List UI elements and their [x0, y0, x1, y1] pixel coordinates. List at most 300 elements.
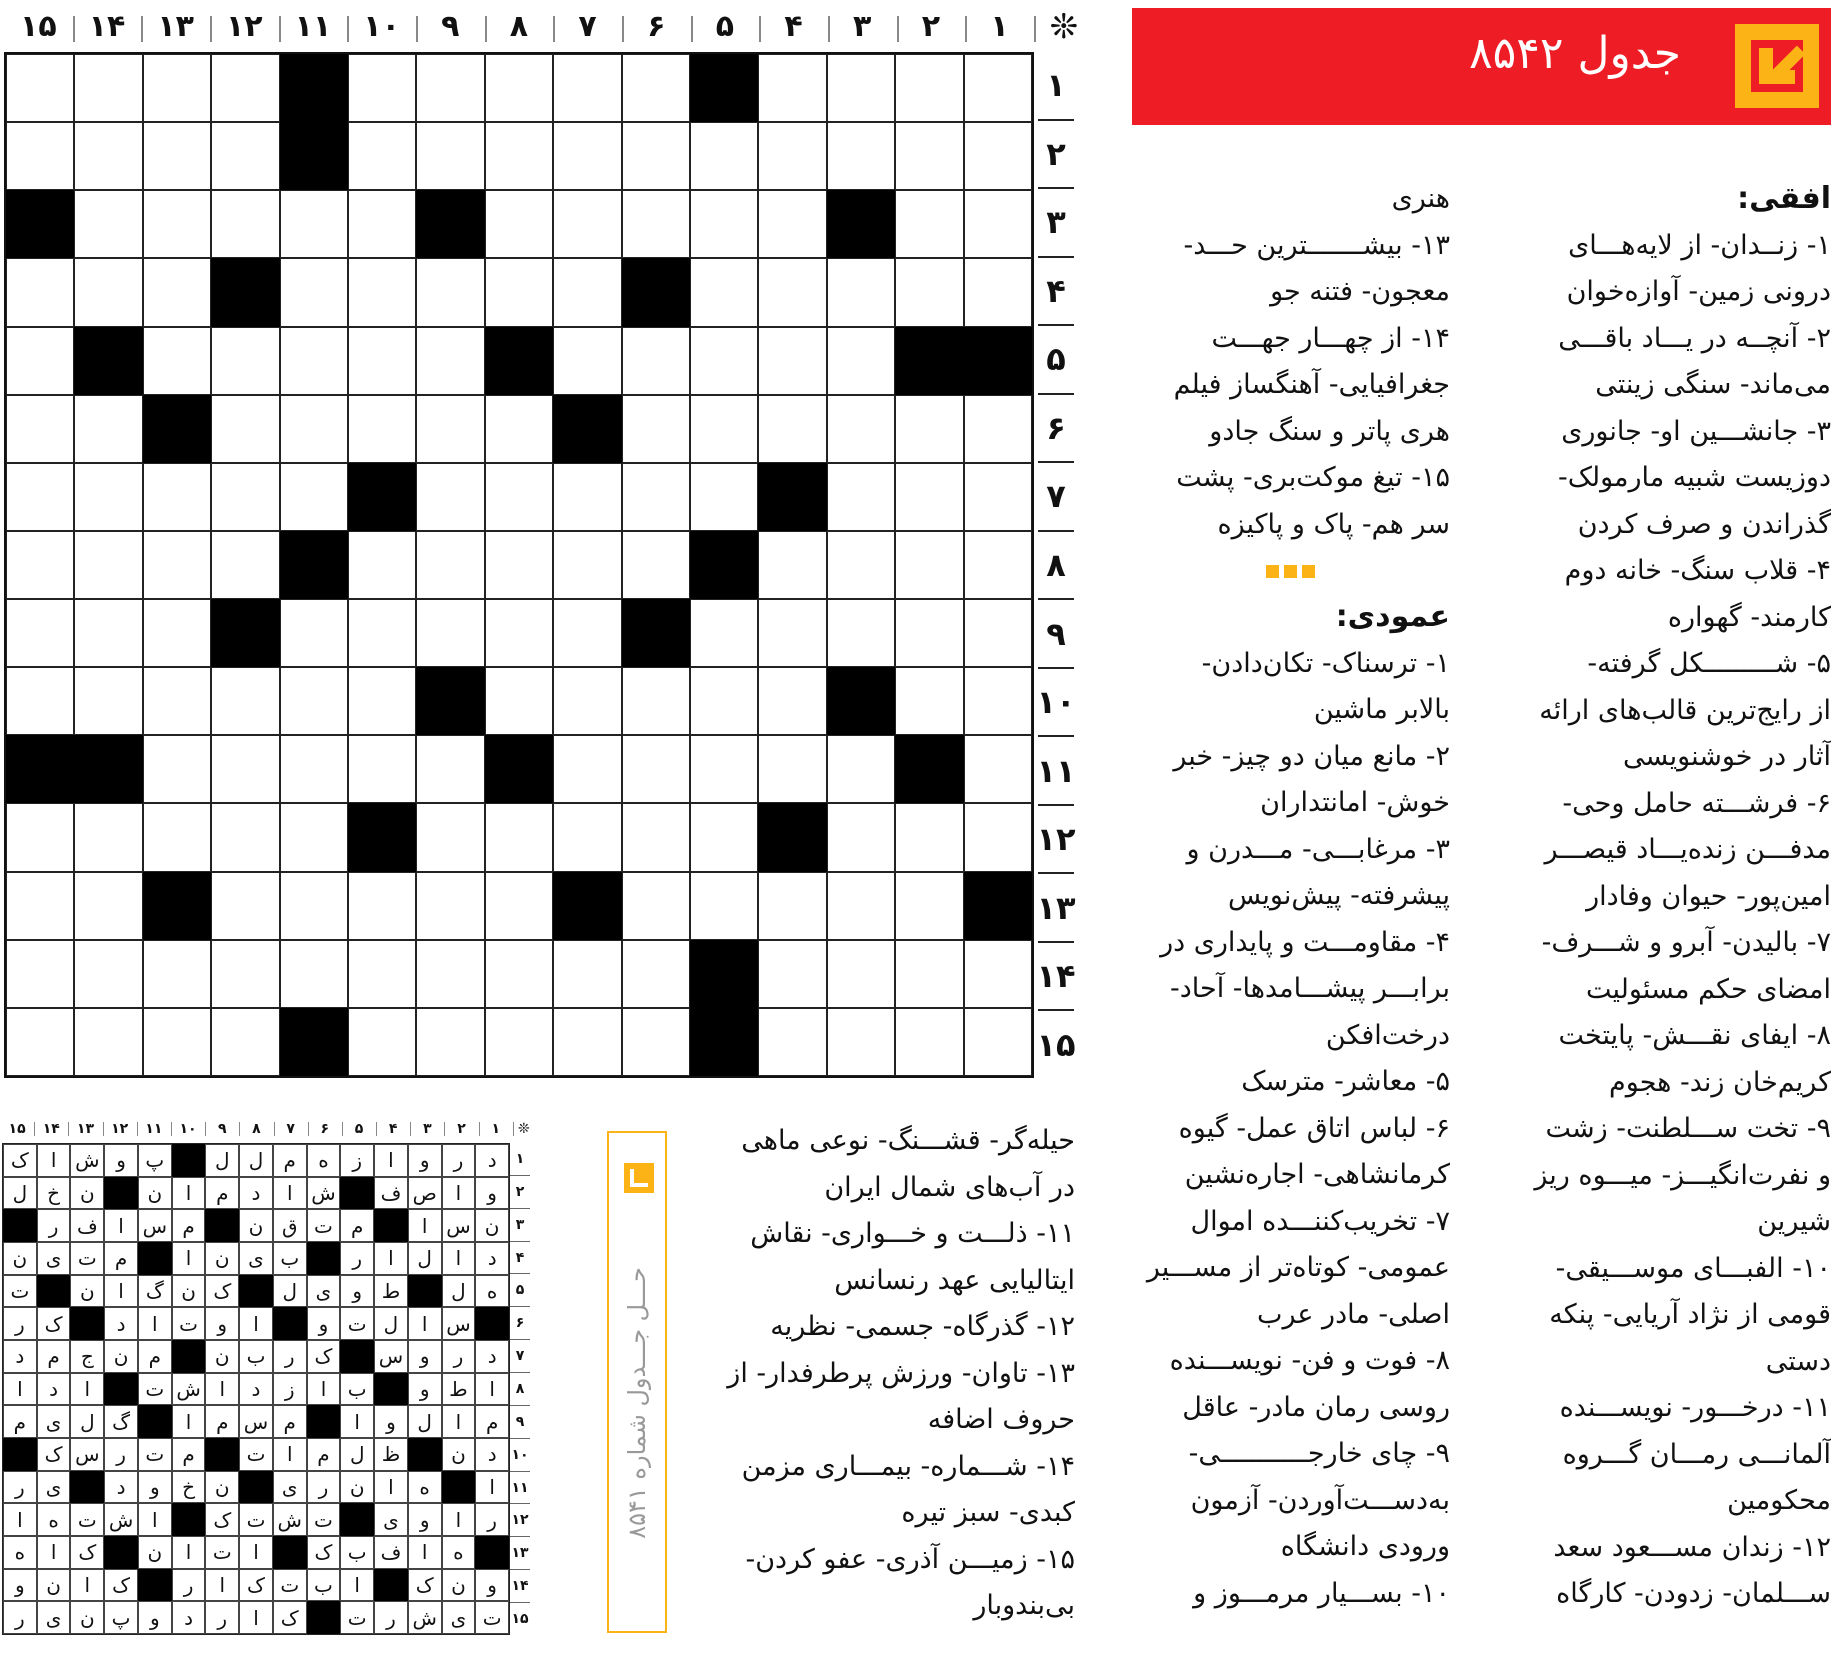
solution-letter: ج [70, 1340, 104, 1373]
empty-cell[interactable] [553, 599, 621, 667]
empty-cell[interactable] [74, 395, 142, 463]
empty-cell[interactable] [553, 258, 621, 326]
empty-cell[interactable] [280, 940, 348, 1008]
solution-row-number: ۲ [510, 1175, 530, 1208]
empty-cell[interactable] [553, 122, 621, 190]
solution-letter: ا [340, 1405, 374, 1438]
empty-cell[interactable] [895, 803, 963, 871]
empty-cell[interactable] [74, 531, 142, 599]
empty-cell[interactable] [964, 803, 1032, 871]
black-cell [622, 258, 690, 326]
empty-cell[interactable] [6, 463, 74, 531]
solution-letter: ک [239, 1569, 273, 1602]
empty-cell[interactable] [280, 872, 348, 940]
empty-cell[interactable] [6, 327, 74, 395]
solution-letter: و [408, 1373, 442, 1406]
solution-letter: ر [442, 1144, 476, 1177]
empty-cell[interactable] [622, 1008, 690, 1076]
empty-cell[interactable] [74, 940, 142, 1008]
empty-cell[interactable] [485, 54, 553, 122]
empty-cell[interactable] [690, 122, 758, 190]
solution-letter: ا [374, 1144, 408, 1177]
solution-column-number: ۶ [308, 1118, 342, 1140]
solution-letter: ت [3, 1275, 37, 1308]
solution-letter: د [172, 1601, 206, 1634]
empty-cell[interactable] [348, 54, 416, 122]
solution-letter: س [70, 1438, 104, 1471]
solution-letter: ن [442, 1438, 476, 1471]
empty-cell[interactable] [758, 531, 826, 599]
empty-cell[interactable] [895, 54, 963, 122]
empty-cell[interactable] [622, 395, 690, 463]
solution-letter: و [374, 1405, 408, 1438]
empty-cell[interactable] [758, 872, 826, 940]
empty-cell[interactable] [416, 803, 484, 871]
empty-cell[interactable] [74, 54, 142, 122]
empty-cell[interactable] [211, 872, 279, 940]
empty-cell[interactable] [211, 190, 279, 258]
empty-cell[interactable] [280, 803, 348, 871]
empty-cell[interactable] [416, 327, 484, 395]
empty-cell[interactable] [964, 667, 1032, 735]
empty-cell[interactable] [485, 395, 553, 463]
empty-cell[interactable] [964, 599, 1032, 667]
empty-cell[interactable] [6, 122, 74, 190]
solution-letter: ن [70, 1601, 104, 1634]
clue-line: ۱۱- ذلـــت و خـــواری- نقاش [750, 1218, 1075, 1249]
row-number: ۱۱ [1038, 735, 1074, 804]
empty-cell[interactable] [74, 599, 142, 667]
empty-cell[interactable] [553, 54, 621, 122]
empty-cell[interactable] [895, 1008, 963, 1076]
solution-row-number: ۱ [515, 1150, 525, 1167]
empty-cell[interactable] [416, 1008, 484, 1076]
black-cell [239, 1275, 273, 1308]
empty-cell[interactable] [6, 667, 74, 735]
solution-letter: ا [172, 1242, 206, 1275]
empty-cell[interactable] [827, 54, 895, 122]
column-number: ۱۲ [210, 4, 279, 50]
solution-row-number: ۶ [510, 1306, 530, 1339]
clue-line: ۱۴- شـــماره- بیمـــاری مزمن [741, 1450, 1075, 1482]
empty-cell[interactable] [622, 54, 690, 122]
empty-cell[interactable] [553, 531, 621, 599]
empty-cell[interactable] [143, 735, 211, 803]
crossword-grid[interactable] [4, 52, 1034, 1078]
empty-cell[interactable] [895, 667, 963, 735]
empty-cell[interactable] [690, 190, 758, 258]
black-cell [273, 1307, 307, 1340]
black-cell [70, 1307, 104, 1340]
clue-line: ۸- ایفای نقـــش- پایتخت [1558, 1020, 1831, 1051]
solution-column-number: ۱۱ [137, 1118, 171, 1140]
solution-letter: ش [273, 1503, 307, 1536]
solution-letter: و [3, 1569, 37, 1602]
empty-cell[interactable] [827, 258, 895, 326]
empty-cell[interactable] [416, 599, 484, 667]
empty-cell[interactable] [6, 803, 74, 871]
empty-cell[interactable] [895, 872, 963, 940]
empty-cell[interactable] [622, 667, 690, 735]
empty-cell[interactable] [758, 258, 826, 326]
empty-cell[interactable] [143, 463, 211, 531]
empty-cell[interactable] [622, 531, 690, 599]
solution-letter: ن [138, 1536, 172, 1569]
solution-letter: ی [273, 1471, 307, 1504]
solution-letter: ت [273, 1569, 307, 1602]
black-cell [6, 735, 74, 803]
empty-cell[interactable] [74, 258, 142, 326]
clue-line: ۱۲- زندان مســـعود سعد [1553, 1531, 1831, 1563]
empty-cell[interactable] [690, 395, 758, 463]
empty-cell[interactable] [280, 327, 348, 395]
clue-line: کرمانشاهی- اجاره‌نشین [1184, 1159, 1450, 1190]
empty-cell[interactable] [622, 872, 690, 940]
solution-letter: و [138, 1471, 172, 1504]
row-number: ۴ [1038, 256, 1074, 325]
empty-cell[interactable] [827, 735, 895, 803]
empty-cell[interactable] [827, 599, 895, 667]
empty-cell[interactable] [74, 190, 142, 258]
empty-cell[interactable] [758, 122, 826, 190]
empty-cell[interactable] [690, 327, 758, 395]
empty-cell[interactable] [143, 599, 211, 667]
empty-cell[interactable] [211, 940, 279, 1008]
solution-letter: ک [273, 1601, 307, 1634]
solution-column-number: ۴ [376, 1118, 410, 1140]
empty-cell[interactable] [211, 463, 279, 531]
empty-cell[interactable] [485, 599, 553, 667]
solution-letter: د [104, 1307, 138, 1340]
empty-cell[interactable] [485, 667, 553, 735]
empty-cell[interactable] [6, 1008, 74, 1076]
empty-cell[interactable] [895, 463, 963, 531]
empty-cell[interactable] [827, 122, 895, 190]
empty-cell[interactable] [690, 599, 758, 667]
empty-cell[interactable] [485, 803, 553, 871]
empty-cell[interactable] [280, 190, 348, 258]
empty-cell[interactable] [416, 735, 484, 803]
solution-letter: ا [205, 1373, 239, 1406]
solution-letter: ل [408, 1242, 442, 1275]
empty-cell[interactable] [895, 190, 963, 258]
empty-cell[interactable] [143, 531, 211, 599]
empty-cell[interactable] [553, 463, 621, 531]
column-number: ۱۳ [141, 4, 210, 50]
solution-letter: ت [239, 1503, 273, 1536]
empty-cell[interactable] [348, 395, 416, 463]
solution-row-number: ۸ [510, 1372, 530, 1405]
empty-cell[interactable] [143, 940, 211, 1008]
solution-letter: ب [340, 1536, 374, 1569]
empty-cell[interactable] [895, 122, 963, 190]
empty-cell[interactable] [827, 531, 895, 599]
empty-cell[interactable] [143, 803, 211, 871]
empty-cell[interactable] [211, 54, 279, 122]
empty-cell[interactable] [553, 735, 621, 803]
solution-letter: د [239, 1177, 273, 1210]
empty-cell[interactable] [622, 463, 690, 531]
solution-letter: ا [408, 1209, 442, 1242]
empty-cell[interactable] [690, 667, 758, 735]
solution-letter: ن [37, 1569, 71, 1602]
black-cell [475, 1307, 509, 1340]
empty-cell[interactable] [143, 667, 211, 735]
empty-cell[interactable] [416, 395, 484, 463]
empty-cell[interactable] [895, 940, 963, 1008]
empty-cell[interactable] [758, 599, 826, 667]
empty-cell[interactable] [553, 667, 621, 735]
empty-cell[interactable] [622, 735, 690, 803]
solution-column-number: ۱۲ [103, 1118, 137, 1140]
empty-cell[interactable] [348, 190, 416, 258]
clue-line: ۴- مقاومـــت و پایداری در [1160, 926, 1450, 958]
empty-cell[interactable] [280, 395, 348, 463]
previous-solution-grid [2, 1143, 510, 1635]
empty-cell[interactable] [348, 940, 416, 1008]
solution-row-number: ۳ [510, 1208, 530, 1241]
empty-cell[interactable] [143, 327, 211, 395]
empty-cell[interactable] [348, 667, 416, 735]
solution-letter: ک [37, 1307, 71, 1340]
empty-cell[interactable] [6, 395, 74, 463]
empty-cell[interactable] [964, 463, 1032, 531]
solution-letter: س [442, 1307, 476, 1340]
empty-cell[interactable] [758, 735, 826, 803]
empty-cell[interactable] [553, 190, 621, 258]
solution-letter: ا [138, 1307, 172, 1340]
empty-cell[interactable] [485, 531, 553, 599]
empty-cell[interactable] [553, 1008, 621, 1076]
empty-cell[interactable] [690, 735, 758, 803]
empty-cell[interactable] [6, 940, 74, 1008]
empty-cell[interactable] [553, 327, 621, 395]
empty-cell[interactable] [758, 54, 826, 122]
empty-cell[interactable] [143, 122, 211, 190]
clue-line: ۶- فرشـــته حامل وحی- [1562, 787, 1831, 819]
empty-cell[interactable] [348, 531, 416, 599]
solution-letter: م [307, 1438, 341, 1471]
empty-cell[interactable] [280, 667, 348, 735]
clue-line: ۱۱- درخـــور- نویســـنده [1559, 1392, 1831, 1423]
empty-cell[interactable] [416, 258, 484, 326]
empty-cell[interactable] [895, 531, 963, 599]
solution-letter: ت [307, 1503, 341, 1536]
empty-cell[interactable] [827, 803, 895, 871]
empty-cell[interactable] [143, 54, 211, 122]
empty-cell[interactable] [553, 803, 621, 871]
empty-cell[interactable] [485, 122, 553, 190]
empty-cell[interactable] [827, 940, 895, 1008]
solution-letter: ی [307, 1275, 341, 1308]
empty-cell[interactable] [6, 599, 74, 667]
empty-cell[interactable] [348, 327, 416, 395]
empty-cell[interactable] [348, 1008, 416, 1076]
clue-line: دوزیست شبیه مارمولک- [1557, 462, 1831, 493]
empty-cell[interactable] [690, 463, 758, 531]
empty-cell[interactable] [280, 735, 348, 803]
empty-cell[interactable] [74, 667, 142, 735]
empty-cell[interactable] [416, 463, 484, 531]
black-cell [172, 1503, 206, 1536]
clue-section-heading: عمودی: [1335, 599, 1450, 634]
empty-cell[interactable] [485, 872, 553, 940]
empty-cell[interactable] [416, 940, 484, 1008]
empty-cell[interactable] [622, 327, 690, 395]
empty-cell[interactable] [280, 258, 348, 326]
clue-line: ۱- زنــدان- از لایه‌هـــای [1568, 229, 1831, 261]
column-number: ۹ [416, 4, 485, 50]
solution-letter: ا [239, 1601, 273, 1634]
black-cell [205, 1209, 239, 1242]
empty-cell[interactable] [622, 940, 690, 1008]
empty-cell[interactable] [348, 599, 416, 667]
empty-cell[interactable] [758, 667, 826, 735]
empty-cell[interactable] [416, 54, 484, 122]
empty-cell[interactable] [211, 122, 279, 190]
empty-cell[interactable] [622, 122, 690, 190]
empty-cell[interactable] [211, 531, 279, 599]
empty-cell[interactable] [964, 395, 1032, 463]
black-cell [205, 1438, 239, 1471]
clue-line: ۱۵- زمیـــن آذری- عفو کردن- [745, 1543, 1075, 1575]
solution-letter: ل [442, 1275, 476, 1308]
empty-cell[interactable] [143, 1008, 211, 1076]
clue-line: حیله‌گر- قشـــنگ- نوعی ماهی [741, 1125, 1075, 1156]
solution-letter: ا [239, 1536, 273, 1569]
empty-cell[interactable] [211, 395, 279, 463]
empty-cell[interactable] [485, 190, 553, 258]
empty-cell[interactable] [895, 599, 963, 667]
solution-letter: ت [307, 1209, 341, 1242]
empty-cell[interactable] [758, 395, 826, 463]
empty-cell[interactable] [553, 940, 621, 1008]
solution-letter: ا [172, 1405, 206, 1438]
solution-letter: ی [442, 1601, 476, 1634]
empty-cell[interactable] [964, 122, 1032, 190]
empty-cell[interactable] [74, 872, 142, 940]
solution-letter: ر [172, 1569, 206, 1602]
empty-cell[interactable] [964, 190, 1032, 258]
empty-cell[interactable] [348, 735, 416, 803]
empty-cell[interactable] [827, 327, 895, 395]
empty-cell[interactable] [211, 667, 279, 735]
solution-letter: ص [408, 1177, 442, 1210]
empty-cell[interactable] [416, 872, 484, 940]
empty-cell[interactable] [485, 258, 553, 326]
empty-cell[interactable] [758, 1008, 826, 1076]
solution-letter: ا [442, 1503, 476, 1536]
solution-letter: ه [475, 1275, 509, 1308]
empty-cell[interactable] [758, 190, 826, 258]
solution-letter: ز [273, 1373, 307, 1406]
empty-cell[interactable] [827, 1008, 895, 1076]
solution-letter: ب [340, 1373, 374, 1406]
solution-letter: ن [442, 1569, 476, 1602]
empty-cell[interactable] [964, 54, 1032, 122]
empty-cell[interactable] [416, 122, 484, 190]
empty-cell[interactable] [690, 258, 758, 326]
black-cell [104, 1373, 138, 1406]
empty-cell[interactable] [143, 190, 211, 258]
solution-letter: ت [205, 1536, 239, 1569]
empty-cell[interactable] [211, 803, 279, 871]
clue-line: هری پاتر و سنگ جادو [1209, 415, 1450, 447]
empty-cell[interactable] [964, 940, 1032, 1008]
empty-cell[interactable] [964, 531, 1032, 599]
empty-cell[interactable] [143, 258, 211, 326]
empty-cell[interactable] [416, 531, 484, 599]
empty-cell[interactable] [280, 463, 348, 531]
empty-cell[interactable] [211, 327, 279, 395]
empty-cell[interactable] [74, 463, 142, 531]
empty-cell[interactable] [827, 395, 895, 463]
empty-cell[interactable] [6, 531, 74, 599]
empty-cell[interactable] [895, 258, 963, 326]
empty-cell[interactable] [348, 258, 416, 326]
empty-cell[interactable] [964, 735, 1032, 803]
solution-letter: م [37, 1340, 71, 1373]
solution-letter: ا [273, 1177, 307, 1210]
empty-cell[interactable] [895, 395, 963, 463]
clue-line: مدفـــن زنده‌یـــاد قیصـــر [1544, 834, 1831, 865]
empty-cell[interactable] [827, 872, 895, 940]
black-cell [408, 1438, 442, 1471]
empty-cell[interactable] [485, 1008, 553, 1076]
solution-letter: ا [273, 1438, 307, 1471]
empty-cell[interactable] [6, 872, 74, 940]
empty-cell[interactable] [348, 122, 416, 190]
empty-cell[interactable] [485, 940, 553, 1008]
empty-cell[interactable] [758, 940, 826, 1008]
clue-line: ۲- مانع میان دو چیز- خبر [1173, 740, 1450, 772]
empty-cell[interactable] [758, 327, 826, 395]
solution-letter: ر [273, 1340, 307, 1373]
empty-cell[interactable] [74, 1008, 142, 1076]
solution-letter: ر [3, 1471, 37, 1504]
clue-line: بالابر ماشین [1313, 694, 1450, 725]
empty-cell[interactable] [74, 122, 142, 190]
empty-cell[interactable] [211, 735, 279, 803]
black-cell [690, 531, 758, 599]
empty-cell[interactable] [827, 463, 895, 531]
empty-cell[interactable] [964, 1008, 1032, 1076]
empty-cell[interactable] [211, 1008, 279, 1076]
empty-cell[interactable] [348, 872, 416, 940]
empty-cell[interactable] [6, 54, 74, 122]
solution-grid-row-header [510, 1143, 530, 1635]
black-cell [211, 599, 279, 667]
empty-cell[interactable] [690, 803, 758, 871]
empty-cell[interactable] [280, 599, 348, 667]
solution-letter: و [205, 1307, 239, 1340]
empty-cell[interactable] [485, 463, 553, 531]
empty-cell[interactable] [622, 190, 690, 258]
solution-letter: ا [172, 1536, 206, 1569]
empty-cell[interactable] [6, 258, 74, 326]
solution-letter: ت [138, 1373, 172, 1406]
solution-letter: ا [442, 1177, 476, 1210]
clue-line: گذراندن و صرف کردن [1577, 508, 1831, 540]
empty-cell[interactable] [74, 803, 142, 871]
solution-letter: م [273, 1405, 307, 1438]
empty-cell[interactable] [622, 803, 690, 871]
main-grid-row-header [1038, 52, 1074, 1078]
empty-cell[interactable] [964, 258, 1032, 326]
empty-cell[interactable] [690, 872, 758, 940]
solution-letter: ک [205, 1275, 239, 1308]
solution-letter: ن [340, 1471, 374, 1504]
